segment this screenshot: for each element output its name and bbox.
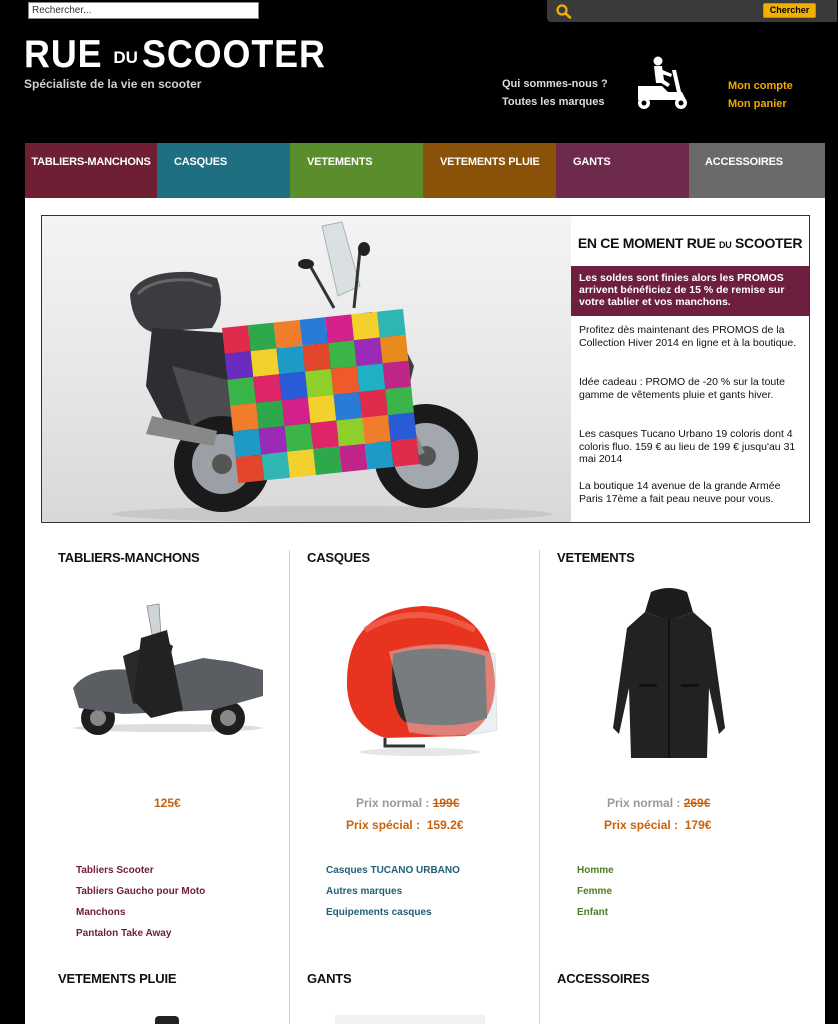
special-price: 159.2€ bbox=[426, 818, 464, 832]
subcategory-link[interactable]: Casques TUCANO URBANO bbox=[326, 865, 460, 876]
nav-tab-casques[interactable]: CASQUES bbox=[157, 143, 290, 198]
promo-paragraph: Idée cadeau : PROMO de -20 % sur la toute gamme de vêtements pluie et gants hiver. bbox=[579, 376, 786, 401]
nav-tab-gants[interactable]: GANTS bbox=[556, 143, 689, 198]
column-divider bbox=[539, 550, 540, 1024]
price-special: Prix spécial : 159.2€ bbox=[346, 818, 464, 832]
subcategory-link[interactable]: Autres marques bbox=[326, 886, 403, 897]
promo-paragraph: La boutique 14 avenue de la grande Armée Paris 17ème a fait peau neuve pour vous. bbox=[579, 480, 781, 505]
all-brands-link[interactable]: Toutes les marques bbox=[502, 96, 605, 108]
subcategory-link[interactable]: Enfant bbox=[577, 907, 609, 918]
nav-tab-vetements[interactable]: VETEMENTS bbox=[290, 143, 423, 198]
special-price: 179€ bbox=[684, 818, 712, 832]
column-title[interactable]: VETEMENTS bbox=[557, 550, 635, 565]
promo-highlight: Les soldes sont finies alors les PROMOS arrivent bénéficiez de 15 % de remise sur votre tablier et vos manchons. bbox=[571, 266, 809, 316]
product-image-jacket[interactable] bbox=[607, 588, 731, 762]
logo-du: DU bbox=[113, 48, 138, 67]
logo-rue: RUE bbox=[24, 33, 103, 76]
price-normal: Prix normal : 199€ bbox=[356, 796, 460, 810]
product-image-helmet[interactable] bbox=[335, 590, 505, 760]
column-title[interactable]: VETEMENTS PLUIE bbox=[58, 971, 177, 986]
price-normal: Prix normal : 269€ bbox=[607, 796, 711, 810]
product-image-partial[interactable] bbox=[155, 1016, 179, 1024]
tagline: Spécialiste de la vie en scooter bbox=[24, 77, 202, 91]
site-logo[interactable] bbox=[24, 33, 342, 77]
header bbox=[0, 0, 838, 143]
promo-banner bbox=[41, 215, 810, 523]
subcategory-link[interactable]: Tabliers Gaucho pour Moto bbox=[76, 886, 206, 897]
search-input[interactable] bbox=[28, 2, 259, 19]
subcategory-link[interactable]: Equipements casques bbox=[326, 907, 432, 918]
search-button[interactable]: Chercher bbox=[763, 3, 816, 18]
old-price: 269€ bbox=[683, 796, 711, 810]
promo-title: EN CE MOMENT RUE DU SCOOTER bbox=[577, 235, 803, 251]
subcategory-link[interactable]: Tabliers Scooter bbox=[76, 865, 154, 876]
subcategory-link[interactable]: Pantalon Take Away bbox=[76, 928, 172, 939]
column-title[interactable]: GANTS bbox=[307, 971, 352, 986]
product-image-tablier-scooter[interactable] bbox=[63, 600, 273, 735]
column-divider bbox=[289, 550, 290, 1024]
my-account-link[interactable]: Mon compte bbox=[728, 80, 793, 92]
subcategory-link[interactable]: Femme bbox=[577, 886, 613, 897]
column-title[interactable]: ACCESSOIRES bbox=[557, 971, 650, 986]
subcategory-link[interactable]: Manchons bbox=[76, 907, 126, 918]
scooter-with-blanket-illustration bbox=[42, 216, 571, 522]
main-nav bbox=[25, 143, 825, 198]
about-link[interactable]: Qui sommes-nous ? bbox=[502, 78, 608, 90]
subcategory-link[interactable]: Homme bbox=[577, 865, 614, 876]
nav-tab-vetements-pluie[interactable]: VETEMENTS PLUIE bbox=[423, 143, 556, 198]
promo-paragraph: Les casques Tucano Urbano 19 coloris dont 4 coloris fluo. 159 € au lieu de 199 € jusqu'au 31 mai 2014 bbox=[579, 428, 796, 465]
nav-tab-tabliers-manchons[interactable]: TABLIERS-MANCHONS bbox=[25, 143, 157, 198]
main-content bbox=[25, 198, 825, 1024]
product-price: 125€ bbox=[154, 796, 181, 810]
nav-tab-accessoires[interactable]: ACCESSOIRES bbox=[689, 143, 825, 198]
promo-paragraph: Profitez dès maintenant des PROMOS de la Collection Hiver 2014 en ligne et à la boutique. bbox=[579, 324, 797, 349]
column-title[interactable]: CASQUES bbox=[307, 550, 370, 565]
scooter-rider-icon bbox=[632, 56, 692, 112]
my-cart-link[interactable]: Mon panier bbox=[728, 98, 787, 110]
price-special: Prix spécial : 179€ bbox=[604, 818, 712, 832]
product-image-partial[interactable] bbox=[335, 1015, 485, 1024]
promo-scooter-image[interactable] bbox=[42, 216, 571, 522]
old-price: 199€ bbox=[432, 796, 460, 810]
column-title[interactable]: TABLIERS-MANCHONS bbox=[58, 550, 200, 565]
logo-scooter: SCOOTER bbox=[141, 33, 326, 76]
patchwork-blanket bbox=[222, 309, 419, 483]
search-icon[interactable] bbox=[555, 3, 573, 19]
